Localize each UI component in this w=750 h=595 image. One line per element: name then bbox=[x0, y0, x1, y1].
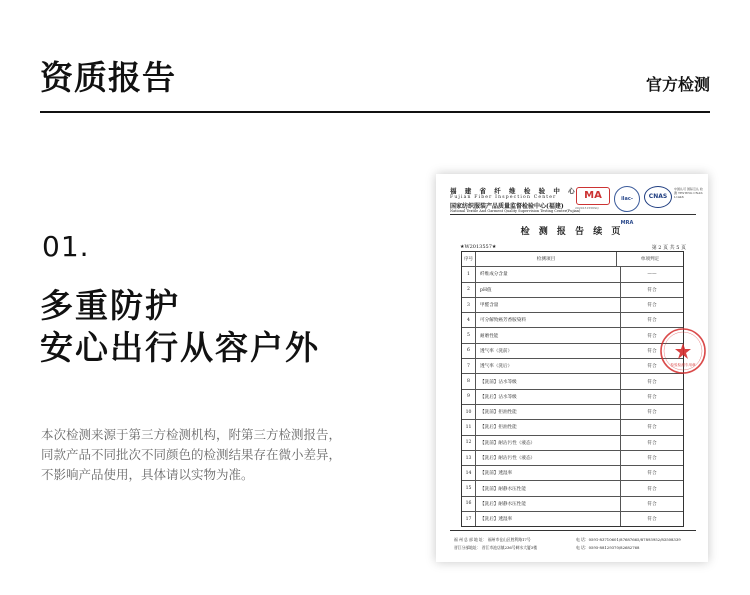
row-result: 符合 bbox=[647, 410, 657, 416]
row-result: —— bbox=[647, 271, 657, 277]
table-row bbox=[462, 297, 683, 312]
table-row bbox=[462, 435, 683, 450]
row-number: 15 bbox=[462, 481, 476, 495]
ilac-logo-icon: ilac-MRA bbox=[614, 186, 640, 212]
row-result: 符合 bbox=[647, 517, 657, 523]
footer-rule bbox=[450, 530, 696, 531]
table-row bbox=[462, 404, 683, 419]
row-result: 符合 bbox=[647, 303, 657, 309]
row-item: 【洗后】耐沾污性（液态） bbox=[476, 451, 621, 465]
row-number: 3 bbox=[462, 298, 476, 312]
row-result: 符合 bbox=[647, 287, 657, 293]
certificate-rule bbox=[450, 214, 696, 215]
row-result: 符合 bbox=[647, 364, 657, 370]
row-result: 符合 bbox=[647, 486, 657, 492]
row-result: 符合 bbox=[647, 425, 657, 431]
row-item: 【洗后】沾水等级 bbox=[476, 390, 621, 404]
row-number: 17 bbox=[462, 512, 476, 526]
official-test-label: 官方检测 bbox=[645, 75, 710, 94]
row-item: 透气率（洗后） bbox=[476, 359, 621, 373]
org-subtitle-en: National Textile And Garment Quality Supervision Testing Center(Fujian) bbox=[450, 209, 581, 213]
row-item: 【洗前】拒油性能 bbox=[476, 405, 621, 419]
description-line-2: 同款产品不同批次不同颜色的检测结果存在微小差异， bbox=[41, 447, 342, 462]
footer-address-1: 福 州 总 部 地 址： 福州市仓山区胜利路17号 bbox=[454, 537, 531, 542]
row-item: 甲醛含量 bbox=[476, 298, 621, 312]
cnas-logo-icon: CNAS bbox=[644, 186, 672, 208]
row-number: 10 bbox=[462, 405, 476, 419]
description-line-3: 不影响产品使用，具体请以实物为准。 bbox=[41, 467, 254, 482]
org-name-cn: 福 建 省 纤 维 检 验 中 心 bbox=[450, 187, 578, 195]
section-number: 01. bbox=[42, 230, 90, 263]
table-row bbox=[462, 511, 683, 526]
headline-line-1: 多重防护 bbox=[40, 286, 180, 325]
row-number: 11 bbox=[462, 420, 476, 434]
row-item: 【洗前】沾水等级 bbox=[476, 374, 621, 388]
row-result: 符合 bbox=[647, 456, 657, 461]
table-header-row bbox=[462, 252, 683, 266]
certificate-title: 检 测 报 告 续 页 bbox=[520, 227, 624, 237]
table-row bbox=[462, 358, 683, 373]
footer-phone-1: 电 话：0591-83710601/87687665/87893952/83508339 bbox=[576, 537, 681, 542]
ma-logo-number: 2020131556SQ bbox=[575, 206, 599, 210]
table-row bbox=[462, 496, 683, 511]
row-item: 【洗后】透湿率 bbox=[476, 512, 621, 526]
table-row bbox=[462, 389, 683, 404]
table-row bbox=[462, 282, 683, 297]
inspection-stamp bbox=[658, 326, 708, 376]
row-result: 符合 bbox=[647, 348, 657, 354]
row-item: 透气率（洗前） bbox=[476, 344, 621, 358]
row-result: 符合 bbox=[647, 333, 657, 339]
report-number: ★W2013557★ bbox=[460, 244, 497, 250]
header-divider bbox=[40, 111, 710, 113]
row-item: 【洗前】耐沾污性（液态） bbox=[476, 436, 621, 450]
row-item: 耐磨性能 bbox=[476, 328, 621, 342]
page-info: 第 2 页 共 5 页 bbox=[651, 245, 686, 251]
row-number: 16 bbox=[462, 497, 476, 511]
row-result: 符合 bbox=[647, 379, 657, 385]
headline-line-2: 安心出行从容户外 bbox=[40, 328, 320, 367]
cnas-text: 中国认可 国际互认 检测 TESTING CNAS L1446 bbox=[674, 187, 703, 199]
table-row bbox=[462, 480, 683, 495]
table-row bbox=[462, 450, 683, 465]
header-item: 检测项目 bbox=[476, 252, 617, 266]
table-row bbox=[462, 343, 683, 358]
row-number: 2 bbox=[462, 283, 476, 297]
table-row bbox=[462, 327, 683, 342]
row-result: 符合 bbox=[647, 471, 657, 477]
row-item: 【洗前】耐静水压性能 bbox=[476, 481, 621, 495]
footer-phone-2: 电 话：0595-88129370/82682768 bbox=[576, 545, 640, 550]
row-number: 5 bbox=[462, 328, 476, 342]
stamp-star-icon bbox=[675, 343, 691, 359]
row-number: 4 bbox=[462, 313, 476, 327]
stamp-label: 检验检测专用章 bbox=[670, 363, 696, 367]
test-report-certificate bbox=[436, 174, 708, 562]
header-no: 序号 bbox=[462, 252, 476, 266]
row-result: 符合 bbox=[647, 501, 657, 507]
footer-address-2: 晋江分部地址： 晋江市池店镇236号刺水大厦3楼 bbox=[454, 545, 538, 550]
row-number: 12 bbox=[462, 436, 476, 450]
row-result: 符合 bbox=[647, 318, 657, 324]
results-table bbox=[461, 251, 684, 527]
row-result: 符合 bbox=[647, 394, 657, 400]
table-row bbox=[462, 266, 683, 281]
row-number: 1 bbox=[462, 267, 476, 281]
table-row bbox=[462, 419, 683, 434]
row-result: 符合 bbox=[647, 440, 657, 446]
page-title: 资质报告 bbox=[40, 58, 176, 97]
row-number: 8 bbox=[462, 374, 476, 388]
row-item: 【洗后】拒油性能 bbox=[476, 420, 621, 434]
row-item: 可分解致癌芳香胺染料 bbox=[476, 313, 621, 327]
table-row bbox=[462, 373, 683, 388]
row-item: 纤维成分含量 bbox=[476, 267, 621, 281]
header-result: 单项判定 bbox=[640, 257, 660, 263]
row-item: 【洗前】透湿率 bbox=[476, 466, 621, 480]
table-row bbox=[462, 312, 683, 327]
row-item: pH值 bbox=[476, 283, 621, 297]
row-number: 14 bbox=[462, 466, 476, 480]
row-number: 9 bbox=[462, 390, 476, 404]
row-number: 6 bbox=[462, 344, 476, 358]
org-subtitle: 国家纺织服装产品质量监督检验中心(福建) bbox=[450, 203, 564, 210]
row-number: 7 bbox=[462, 359, 476, 373]
description-line-1: 本次检测来源于第三方检测机构，附第三方检测报告， bbox=[41, 427, 342, 442]
org-name-en: Fujian Fiber Inspection Center bbox=[450, 195, 557, 200]
row-item: 【洗后】耐静水压性能 bbox=[476, 497, 621, 511]
table-row bbox=[462, 465, 683, 480]
row-number: 13 bbox=[462, 451, 476, 465]
ma-logo-icon: MA bbox=[576, 187, 610, 205]
